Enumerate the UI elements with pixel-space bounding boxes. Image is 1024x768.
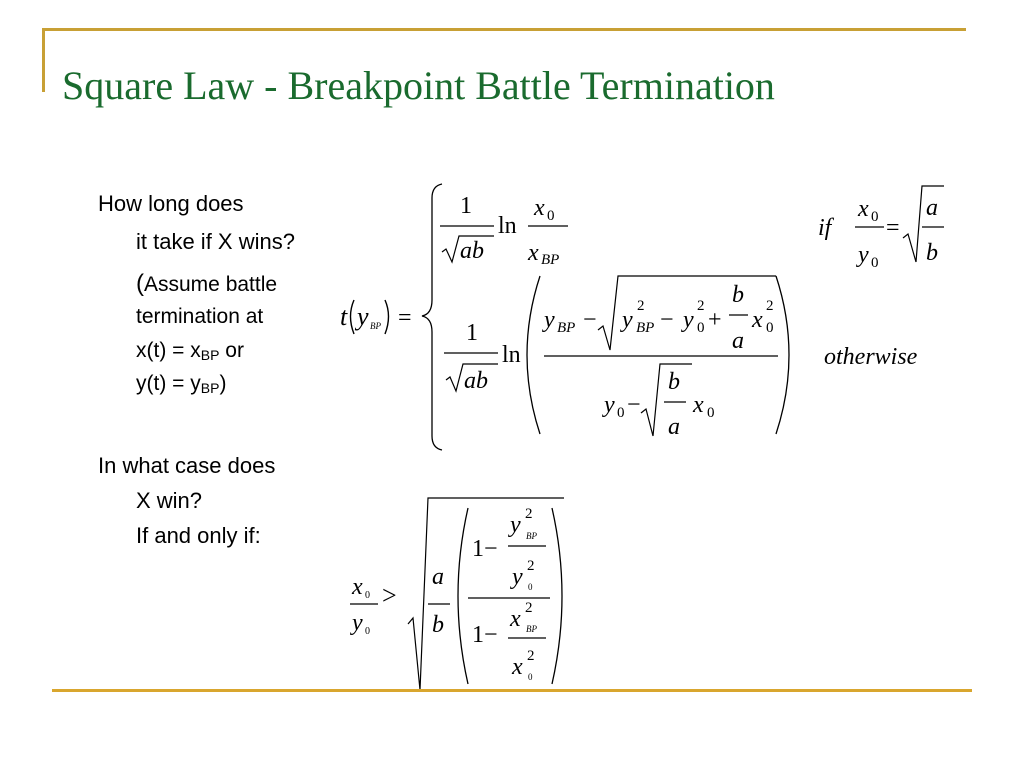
den-a: a [668, 414, 680, 440]
den-x0-sub: 0 [707, 405, 715, 421]
cond-x: x [858, 196, 869, 222]
num-ybp2-sub: BP [636, 320, 655, 336]
case1-xbp-sub: BP [541, 252, 560, 268]
assumption-line-1: (Assume battle [136, 270, 278, 297]
num-b: b [732, 282, 744, 308]
num-minus-2: − [660, 307, 674, 333]
lhs-y: y [357, 302, 369, 331]
num-x02-sup: 2 [766, 298, 774, 314]
question-2-line-3: If and only if: [136, 523, 261, 548]
num-x02-sub: 0 [766, 320, 774, 336]
ineq-upper-one-minus: 1− [472, 536, 498, 562]
slide-title: Square Law - Breakpoint Battle Termination [62, 63, 775, 108]
ineq-x0-sub: 0 [365, 590, 370, 601]
den-x: x [693, 392, 704, 418]
den-minus: − [627, 392, 641, 418]
case2-ab: ab [464, 368, 488, 394]
assumption-line-3: $x(t) = x_{BP}$ or [136, 339, 244, 363]
case1-xbp-x: x [528, 240, 539, 266]
cond-a: a [926, 195, 938, 221]
ineq-a: a [432, 564, 444, 590]
num-x02-x: x [752, 307, 763, 333]
assumption-line-2: termination at [136, 305, 264, 328]
case1-x0-sub: 0 [547, 208, 555, 224]
ineq-sqrt-sign [408, 498, 564, 690]
num-a: a [732, 328, 744, 354]
ineq-lower-one-minus: 1− [472, 622, 498, 648]
num-y02-y: y [683, 307, 694, 333]
ineq-lower-xbp-x: x [510, 606, 521, 632]
ineq-lower-x0-sup: 2 [527, 648, 535, 664]
den-b: b [668, 369, 680, 395]
ineq-upper-y0-y: y [512, 564, 523, 590]
ineq-upper-ybp-sub: BP [526, 531, 537, 541]
num-ybp2-sup: 2 [637, 298, 645, 314]
case1-ln: ln [498, 213, 517, 239]
bottom-accent-rule [52, 689, 972, 692]
ineq-y0-sub: 0 [365, 626, 370, 637]
ineq-y: y [352, 610, 363, 636]
cond-equals: = [886, 215, 900, 241]
ineq-upper-y0-sup: 2 [527, 558, 535, 574]
question-2-line-1: In what case does [98, 453, 276, 478]
ineq-lower-x0-x: x [512, 654, 523, 680]
num-minus-1: − [583, 307, 597, 333]
cond-y0-sub: 0 [871, 255, 879, 271]
cond-x0-sub: 0 [871, 209, 879, 225]
num-y02-sub: 0 [697, 320, 705, 336]
ineq-paren-close [552, 508, 562, 684]
ineq-lower-x0-sub: 0 [528, 672, 533, 682]
cond-b: b [926, 240, 938, 266]
ineq-upper-ybp-y: y [510, 512, 521, 538]
case1-one: 1 [460, 193, 472, 219]
num-ybp2-y: y [622, 307, 633, 333]
ineq-x: x [352, 574, 363, 600]
cond-y: y [858, 242, 869, 268]
ineq-b: b [432, 612, 444, 638]
case2-one: 1 [466, 320, 478, 346]
num-y02-sup: 2 [697, 298, 705, 314]
question-1-line-1: How long does [98, 191, 244, 216]
ineq-lower-xbp-sub: BP [526, 624, 537, 634]
ineq-greater-than: > [382, 581, 397, 610]
ineq-upper-y0-sub: 0 [528, 582, 533, 592]
lhs-sub-bp: BP [370, 321, 381, 331]
question-1-line-2: it take if X wins? [136, 229, 295, 254]
case1-ab: ab [460, 238, 484, 264]
num-ybp-sub: BP [557, 320, 576, 336]
lhs-t: t [340, 302, 348, 331]
question-2-line-2: X win? [136, 488, 203, 513]
ineq-lower-xbp-sup: 2 [525, 600, 533, 616]
assumption-line-4: $y(t) = y_{BP}$) [136, 372, 227, 396]
den-y0-sub: 0 [617, 405, 625, 421]
otherwise-label: otherwise [824, 344, 918, 370]
case2-ln: ln [502, 342, 521, 368]
num-plus: + [708, 307, 722, 333]
ineq-upper-ybp-sup: 2 [525, 506, 533, 522]
case1-x: x [534, 195, 545, 221]
num-ybp-y: y [544, 307, 555, 333]
if-label: if [818, 215, 832, 241]
den-y: y [604, 392, 615, 418]
ineq-paren-open [458, 508, 468, 684]
lhs-equals: = [398, 305, 412, 331]
